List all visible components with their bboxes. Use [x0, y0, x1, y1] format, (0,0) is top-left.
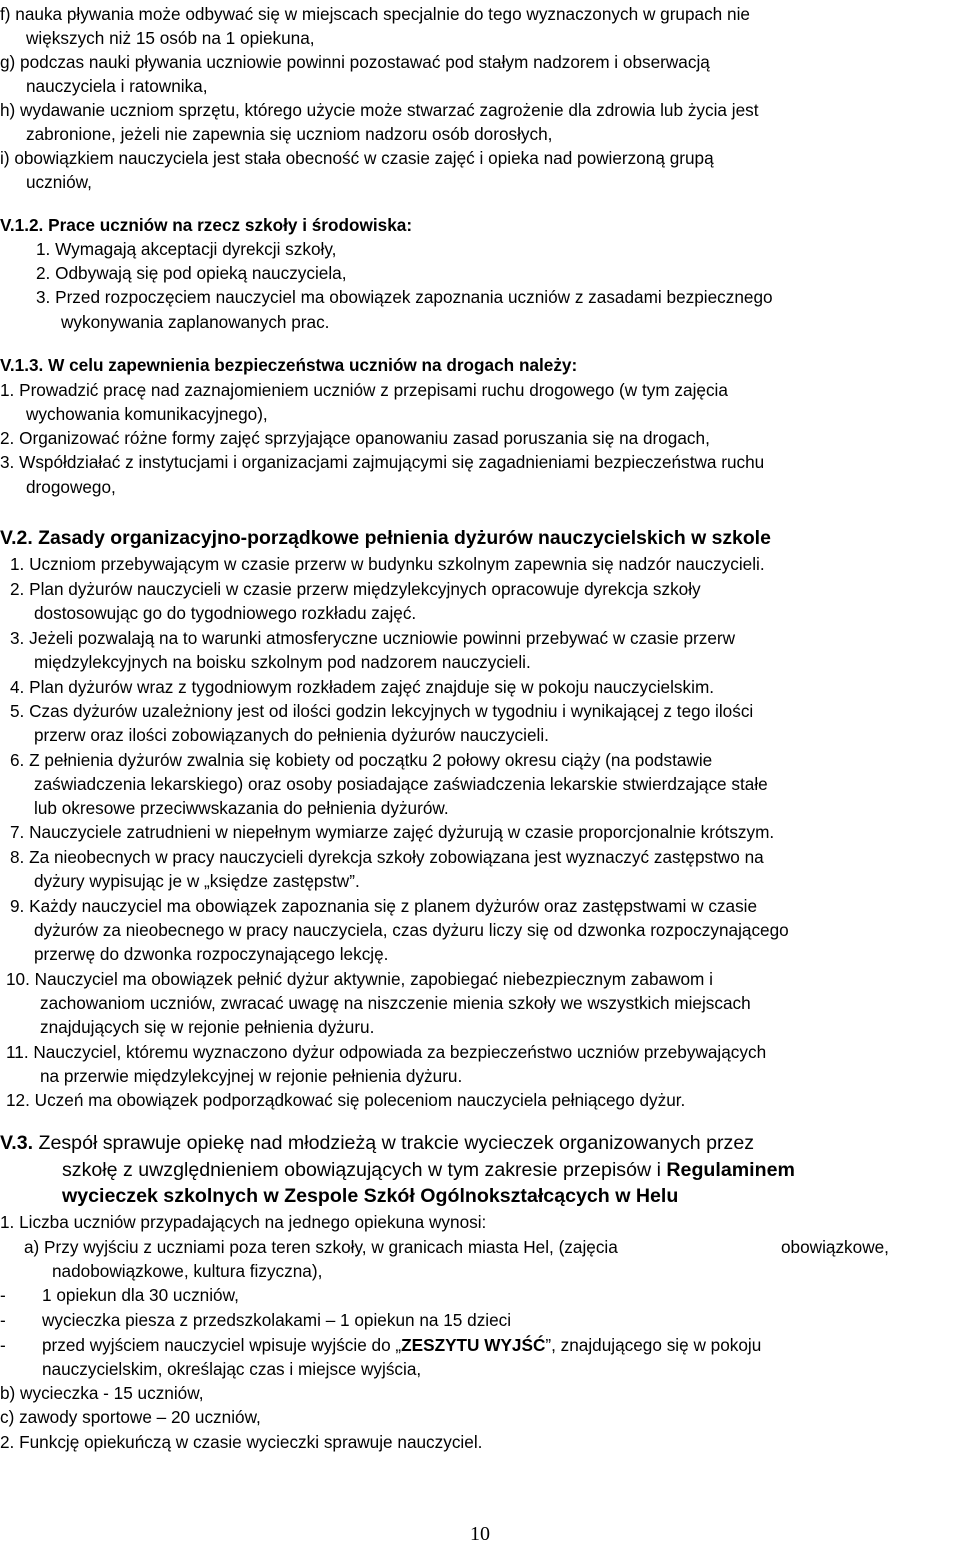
- list-item: nauczycielskim, określając czas i miejsce wyjścia,: [42, 1359, 422, 1379]
- section-heading: V.1.2. Prace uczniów na rzecz szkoły i środowiska:: [0, 215, 413, 235]
- list-item-text: ”, znajdującego się w pokoju: [545, 1335, 762, 1355]
- list-item: 3. Współdziałać z instytucjami i organizacjami zajmującymi się zagadnieniami bezpieczeństwa ruchu: [0, 452, 765, 472]
- section-heading-text: Zespół sprawuje opiekę nad młodzieżą w trakcie wycieczek organizowanych przez: [33, 1132, 755, 1154]
- section-heading-bold: Regulaminem: [666, 1159, 795, 1181]
- section-heading: [0, 1131, 754, 1155]
- list-item: 8. Za nieobecnych w pracy nauczycieli dyrekcja szkoły zobowiązana jest wyznaczyć zastępstwo na: [10, 847, 764, 867]
- list-item: zachowaniom uczniów, zwracać uwagę na niszczenie mienia szkoły we wszystkich miejscach: [40, 993, 751, 1013]
- list-item: 2. Funkcję opiekuńczą w czasie wycieczki sprawuje nauczyciel.: [0, 1432, 483, 1452]
- list-item: 1. Liczba uczniów przypadających na jednego opiekuna wynosi:: [0, 1212, 487, 1232]
- list-item: b) wycieczka - 15 uczniów,: [0, 1383, 204, 1403]
- list-item: 3. Jeżeli pozwalają na to warunki atmosferyczne uczniowie powinni przebywać w czasie przerw: [10, 628, 736, 648]
- list-item: 11. Nauczyciel, któremu wyznaczono dyżur odpowiada za bezpieczeństwo uczniów przebywających: [6, 1042, 767, 1062]
- text-line: f) nauka pływania może odbywać się w miejscach specjalnie do tego wyznaczonych w grupach nie: [0, 4, 750, 24]
- text-line: zabronione, jeżeli nie zapewnia się uczniom nadzoru osób dorosłych,: [26, 124, 553, 144]
- page-number: 10: [470, 1523, 490, 1545]
- list-item: na przerwie międzylekcyjnej w rejonie pełnienia dyżuru.: [40, 1066, 463, 1086]
- list-item: dyżurów za nieobecnego w pracy nauczyciela, czas dyżuru liczy się od dzwonka rozpoczynającego: [34, 920, 789, 940]
- list-item: drogowego,: [26, 477, 116, 497]
- list-item: c) zawody sportowe – 20 uczniów,: [0, 1407, 261, 1427]
- list-item: 3. Przed rozpoczęciem nauczyciel ma obowiązek zapoznania uczniów z zasadami bezpiecznego: [36, 287, 773, 307]
- list-item: [42, 1333, 761, 1357]
- text-line: nauczyciela i ratownika,: [26, 76, 208, 96]
- text-line: i) obowiązkiem nauczyciela jest stała obecność w czasie zajęć i opieka nad powierzoną grupą: [0, 148, 714, 168]
- list-item: lub okresowe przeciwwskazania do pełnienia dyżurów.: [34, 798, 449, 818]
- list-item: 2. Organizować różne formy zajęć sprzyjające opanowaniu zasad poruszania się na drogach,: [0, 428, 710, 448]
- list-item: dyżury wypisując je w „księdze zastępstw”.: [34, 871, 360, 891]
- list-item: międzylekcyjnych na boisku szkolnym pod nadzorem nauczycieli.: [34, 652, 531, 672]
- dash-bullet: -: [0, 1335, 6, 1355]
- section-heading-line: wycieczek szkolnych w Zespole Szkół Ogólnokształcących w Helu: [62, 1185, 679, 1207]
- list-item: wychowania komunikacyjnego),: [26, 404, 268, 424]
- list-item: nadobowiązkowe, kultura fizyczna),: [52, 1261, 323, 1281]
- list-item: 1 opiekun dla 30 uczniów,: [42, 1285, 239, 1305]
- list-item: wykonywania zaplanowanych prac.: [61, 312, 330, 332]
- text-line: g) podczas nauki pływania uczniowie powinni pozostawać pod stałym nadzorem i obserwacją: [0, 52, 710, 72]
- list-item: 1. Uczniom przebywającym w czasie przerw w budynku szkolnym zapewnia się nadzór nauczycieli.: [10, 554, 765, 574]
- list-item: dostosowując go do tygodniowego rozkładu zajęć.: [34, 603, 417, 623]
- dash-bullet: -: [0, 1310, 6, 1330]
- list-item: 9. Każdy nauczyciel ma obowiązek zapoznania się z planem dyżurów oraz zastępstwami w czasie: [10, 896, 758, 916]
- list-item: 10. Nauczyciel ma obowiązek pełnić dyżur aktywnie, zapobiegać niebezpiecznym zabawom i: [6, 969, 713, 989]
- dash-bullet: -: [0, 1285, 6, 1305]
- list-item: przerw oraz ilości zobowiązanych do pełnienia dyżurów nauczycieli.: [34, 725, 549, 745]
- text-line: h) wydawanie uczniom sprzętu, którego użycie może stwarzać zagrożenie dla zdrowia lub życia jest: [0, 100, 759, 120]
- list-item: 7. Nauczyciele zatrudnieni w niepełnym wymiarze zajęć dyżurują w czasie proporcjonalnie krótszym.: [10, 822, 775, 842]
- text-line: większych niż 15 osób na 1 opiekuna,: [26, 28, 315, 48]
- list-item: 2. Plan dyżurów nauczycieli w czasie przerw międzylekcyjnych opracowuje dyrekcja szkoły: [10, 579, 701, 599]
- list-item-bold: ZESZYTU WYJŚĆ: [401, 1335, 546, 1355]
- list-item: 5. Czas dyżurów uzależniony jest od ilości godzin lekcyjnych w tygodniu i wynikającej z tego ilości: [10, 701, 754, 721]
- list-item: 1. Wymagają akceptacji dyrekcji szkoły,: [36, 239, 337, 259]
- list-item: 1. Prowadzić pracę nad zaznajomieniem uczniów z przepisami ruchu drogowego (w tym zajęcia: [0, 380, 728, 400]
- section-heading-line: [62, 1158, 795, 1182]
- list-item: 6. Z pełnienia dyżurów zwalnia się kobiety od początku 2 połowy okresu ciąży (na podstawie: [10, 750, 713, 770]
- list-item-text: przed wyjściem nauczyciel wpisuje wyjście do „: [42, 1335, 402, 1355]
- list-item: obowiązkowe,: [781, 1237, 889, 1257]
- text-line: uczniów,: [26, 172, 92, 192]
- list-item: a) Przy wyjściu z uczniami poza teren szkoły, w granicach miasta Hel, (zajęcia: [24, 1237, 618, 1257]
- section-heading: V.2. Zasady organizacyjno-porządkowe pełnienia dyżurów nauczycielskich w szkole: [0, 527, 771, 549]
- list-item: znajdujących się w rejonie pełnienia dyżuru.: [40, 1017, 375, 1037]
- list-item: 12. Uczeń ma obowiązek podporządkować się poleceniom nauczyciela pełniącego dyżur.: [6, 1090, 686, 1110]
- list-item: wycieczka piesza z przedszkolakami – 1 opiekun na 15 dzieci: [42, 1310, 512, 1330]
- section-heading-text: szkołę z uwzględnieniem obowiązujących w tym zakresie przepisów i: [62, 1159, 667, 1181]
- list-item: 2. Odbywają się pod opieką nauczyciela,: [36, 263, 347, 283]
- list-item: zaświadczenia lekarskiego) oraz osoby posiadające zaświadczenia lekarskie stwierdzające stałe: [34, 774, 768, 794]
- list-item: 4. Plan dyżurów wraz z tygodniowym rozkładem zajęć znajduje się w pokoju nauczycielskim.: [10, 677, 715, 697]
- section-number: V.3.: [0, 1132, 34, 1154]
- section-heading: V.1.3. W celu zapewnienia bezpieczeństwa uczniów na drogach należy:: [0, 355, 578, 375]
- list-item: przerwę do dzwonka rozpoczynającego lekcję.: [34, 944, 389, 964]
